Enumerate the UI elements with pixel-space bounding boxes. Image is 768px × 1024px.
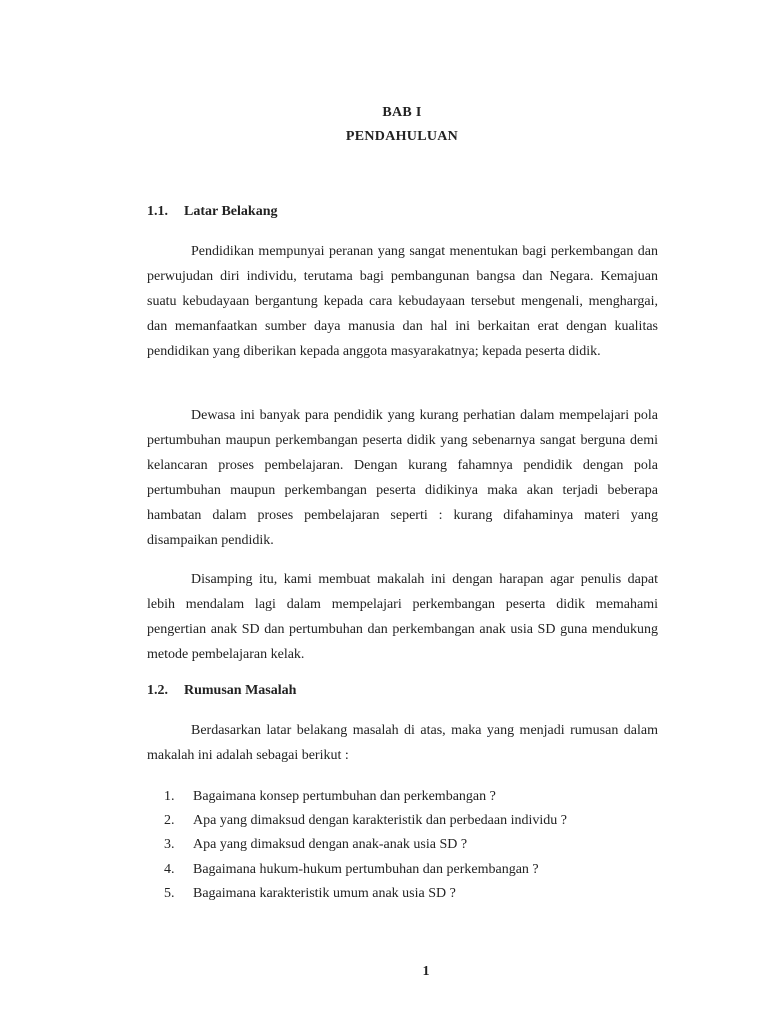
section-heading-latar-belakang — [147, 204, 277, 220]
paragraph: Berdasarkan latar belakang masalah di atas, maka yang menjadi rumusan dalam makalah ini adalah sebagai berikut : — [147, 723, 658, 763]
list-text: Apa yang dimaksud dengan anak-anak usia SD ? — [193, 837, 468, 853]
list-item — [147, 785, 658, 809]
section-number: 1.1. — [147, 204, 168, 219]
list-item — [147, 882, 658, 906]
chapter-title: PENDAHULUAN — [345, 129, 459, 144]
section-number: 1.2. — [147, 683, 168, 698]
list-text: Bagaimana hukum-hukum pertumbuhan dan perkembangan ? — [193, 861, 539, 877]
list-number: 1. — [164, 789, 175, 804]
list-number: 2. — [164, 813, 175, 829]
list-text: Bagaimana konsep pertumbuhan dan perkembangan ? — [193, 789, 496, 804]
page-number: 1 — [422, 964, 430, 979]
list-item — [147, 833, 658, 857]
section-heading-rumusan-masalah — [147, 683, 296, 699]
list-number: 4. — [164, 861, 175, 877]
section-title: Rumusan Masalah — [184, 683, 297, 698]
list-item — [147, 809, 658, 833]
list-number: 5. — [164, 885, 175, 901]
list-number: 3. — [164, 837, 175, 853]
problem-list — [147, 785, 658, 906]
paragraph: Pendidikan mempunyai peranan yang sangat menentukan bagi perkembangan dan perwujudan diri individu, terutama bagi pembangunan bangsa dan Negara. Kemajuan suatu kebudayaan bergantung kepada cara kebudayaan tersebut mengenali, menghargai, dan memanfaatkan sumber daya manusia dan hal ini berkaitan erat dengan kualitas pendidikan yang diberikan kepada anggota masyarakatnya; kepada peserta didik. — [147, 244, 658, 359]
section-title: Latar Belakang — [184, 204, 278, 219]
list-text: Bagaimana karakteristik umum anak usia SD ? — [193, 885, 456, 901]
paragraph: Disamping itu, kami membuat makalah ini dengan harapan agar penulis dapat lebih mendalam lagi dalam mempelajari perkembangan peserta didik memahami pengertian anak SD dan pertumbuhan dan perkembangan anak usia SD guna mendukung metode pembelajaran kelak. — [147, 572, 658, 662]
list-text: Apa yang dimaksud dengan karakteristik dan perbedaan individu ? — [193, 813, 567, 829]
chapter-number: BAB I — [382, 105, 422, 120]
paragraph: Dewasa ini banyak para pendidik yang kurang perhatian dalam mempelajari pola pertumbuhan maupun perkembangan peserta didik yang sebenarnya sangat berguna demi kelancaran proses pembelajaran. Dengan kurang fahamnya pendidik dengan pola pertumbuhan maupun perkembangan peserta didikinya maka akan terjadi beberapa hambatan dalam proses pembelajaran seperti : kurang difahaminya materi yang disampaikan pendidik. — [147, 408, 658, 548]
list-item — [147, 858, 658, 882]
